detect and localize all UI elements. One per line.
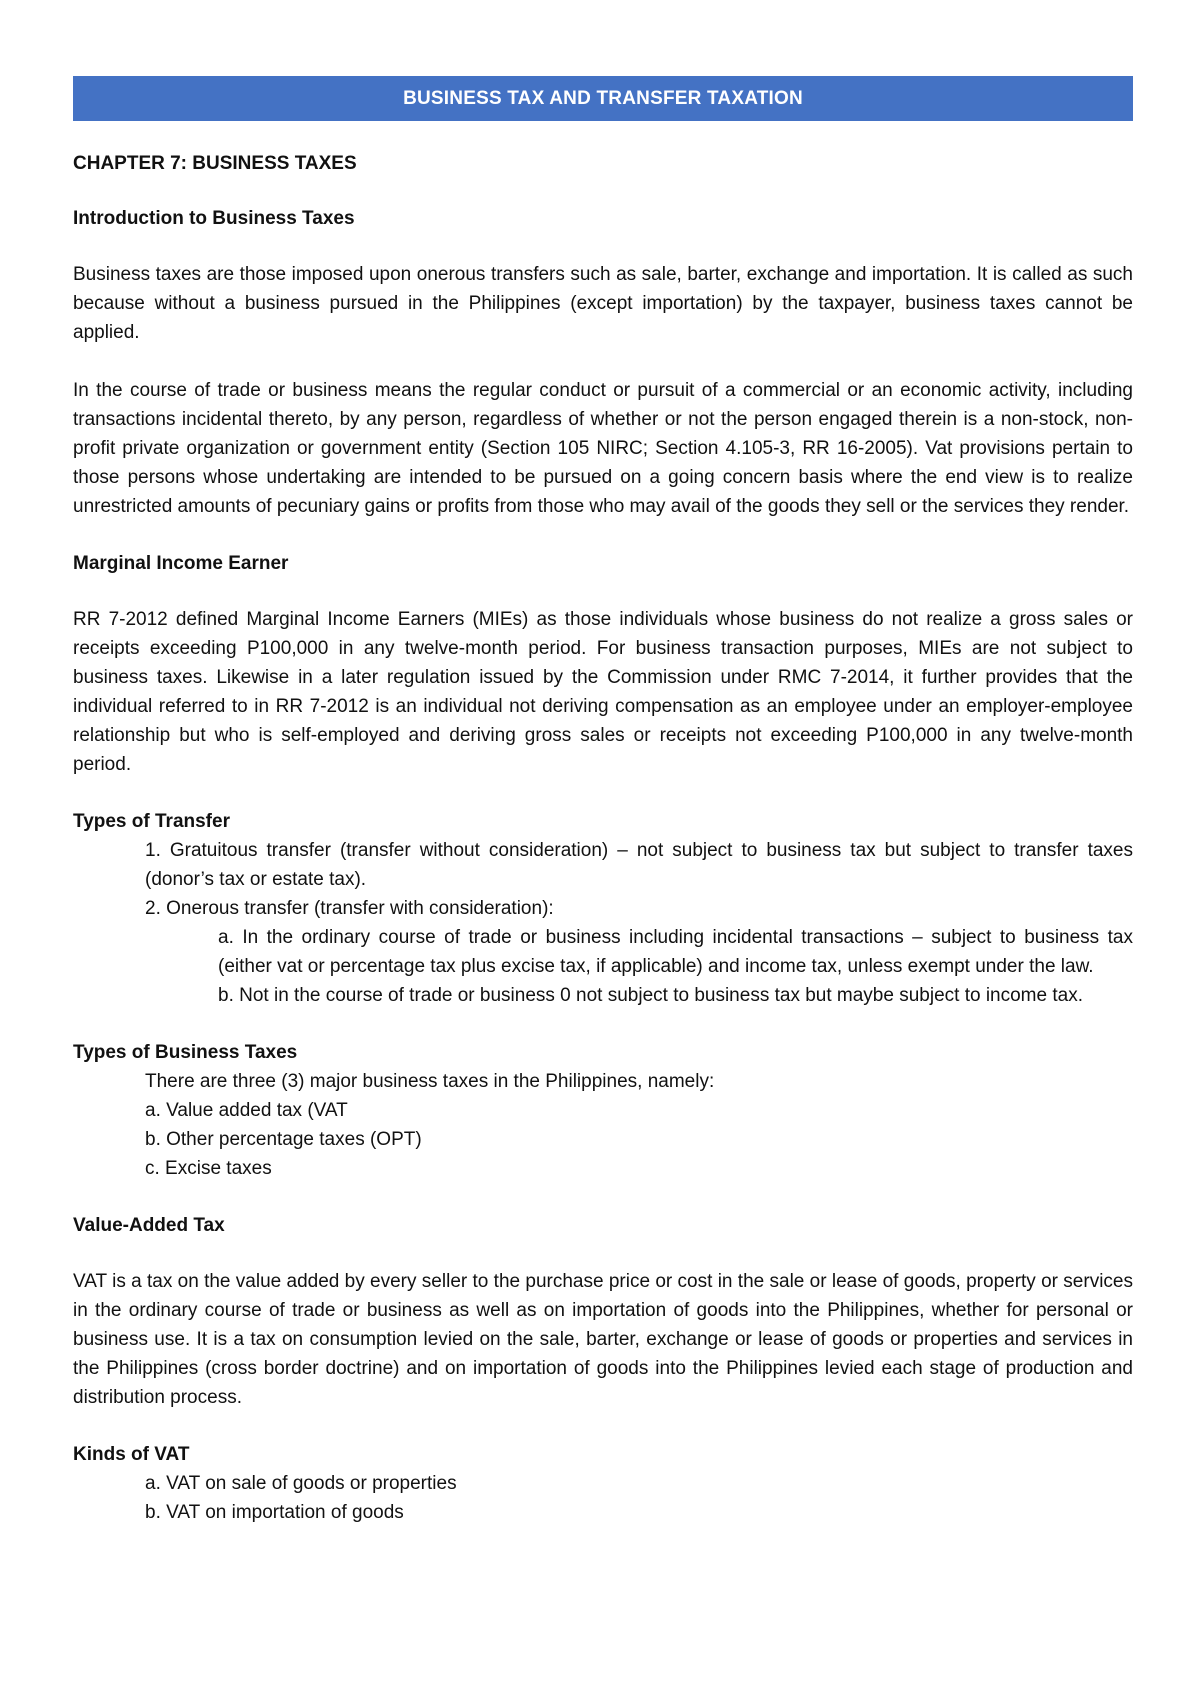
marginal-income-paragraph: RR 7-2012 defined Marginal Income Earners (MIEs) as those individuals whose business do not realize a gross sales or receipts exceeding P100,000 in any twelve-month period. For business transaction purposes, MIEs are not subject to business taxes. Likewise in a later regulation issued by the Commission under RMC 7-2014, it further provides that the individual referred to in RR 7-2012 is an individual not deriving compensation as an employee under an employer-employee relationship but who is self-employed and deriving gross sales or receipts not exceeding P100,000 in any twelve-month period. — [73, 609, 1133, 775]
vat-heading: Value-Added Tax — [73, 1215, 225, 1236]
business-tax-item: a. Value added tax (VAT — [145, 1100, 348, 1121]
transfer-item-2: 2. Onerous transfer (transfer with consideration): — [145, 898, 554, 919]
business-taxes-intro: There are three (3) major business taxes in the Philippines, namely: — [145, 1071, 715, 1092]
marginal-income-heading: Marginal Income Earner — [73, 553, 289, 574]
business-tax-item: b. Other percentage taxes (OPT) — [145, 1129, 422, 1150]
vat-paragraph: VAT is a tax on the value added by every seller to the purchase price or cost in the sale or lease of goods, property or services in the ordinary course of trade or business as well as on importation of goods into the Philippines, whether for personal or business use. It is a tax on consumption levied on the sale, barter, exchange or lease of goods or properties and services in the Philippines (cross border doctrine) and on importation of goods into the Philippines levied each stage of production and distribution process. — [73, 1271, 1133, 1408]
kinds-of-vat-heading: Kinds of VAT — [73, 1444, 190, 1465]
transfer-subitem-b: b. Not in the course of trade or business 0 not subject to business tax but maybe subject to income tax. — [218, 985, 1083, 1006]
document-header-banner: BUSINESS TAX AND TRANSFER TAXATION — [73, 76, 1133, 121]
intro-heading: Introduction to Business Taxes — [73, 208, 355, 229]
intro-paragraph-2: In the course of trade or business means the regular conduct or pursuit of a commercial or an economic activity, including transactions incidental thereto, by any person, regardless of whether or not the person engaged therein is a non-stock, non-profit private organization or government entity (Section 105 NIRC; Section 4.105-3, RR 16-2005). Vat provisions pertain to those persons whose undertaking are intended to be pursued on a going concern basis where the end view is to realize unrestricted amounts of pecuniary gains or profits from those who may avail of the goods they sell or the services they render. — [73, 380, 1133, 517]
document-page — [73, 76, 1133, 1527]
transfer-subitem-a: a. In the ordinary course of trade or business including incidental transactions – subject to business tax (either vat or percentage tax plus excise tax, if applicable) and income tax, unless exempt under the law. — [218, 927, 1133, 977]
chapter-title: CHAPTER 7: BUSINESS TAXES — [73, 153, 357, 174]
intro-paragraph-1: Business taxes are those imposed upon onerous transfers such as sale, barter, exchange and importation. It is called as such because without a business pursued in the Philippines (except importation) by the taxpayer, business taxes cannot be applied. — [73, 264, 1133, 343]
vat-kind-item: a. VAT on sale of goods or properties — [145, 1473, 457, 1494]
types-of-transfer-heading: Types of Transfer — [73, 811, 230, 832]
types-of-business-taxes-heading: Types of Business Taxes — [73, 1042, 298, 1063]
transfer-item-1: 1. Gratuitous transfer (transfer without consideration) – not subject to business tax but subject to transfer taxes (donor’s tax or estate tax). — [145, 840, 1133, 890]
vat-kind-item: b. VAT on importation of goods — [145, 1502, 404, 1523]
business-tax-item: c. Excise taxes — [145, 1158, 272, 1179]
